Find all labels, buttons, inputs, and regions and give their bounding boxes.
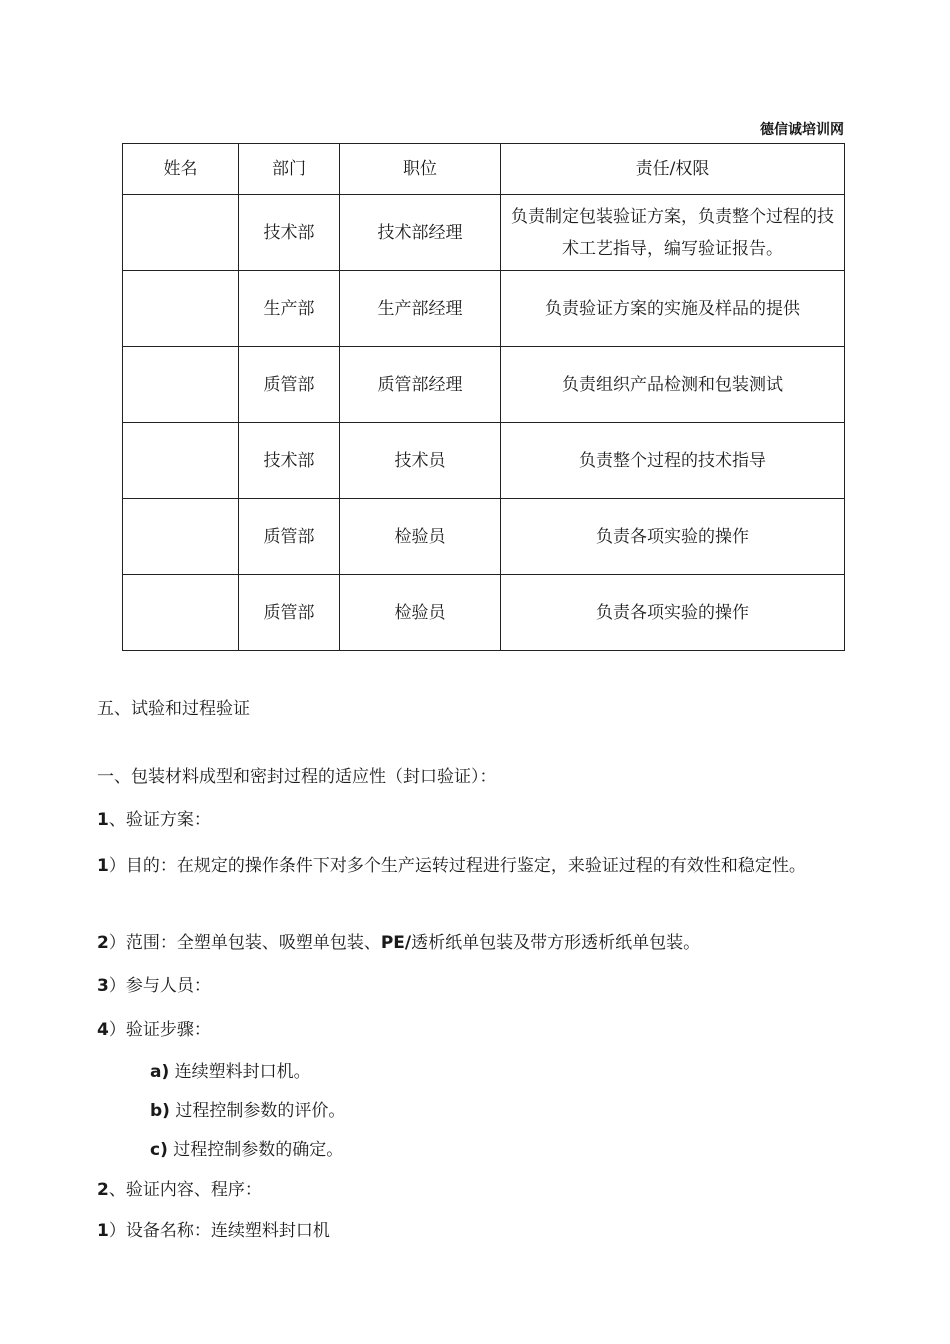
cell-duty: 负责各项实验的操作 <box>501 575 845 651</box>
paragraph-steps <box>97 1018 211 1042</box>
table-header-row <box>123 144 845 195</box>
item-number: 1 <box>97 810 109 830</box>
cell-duty: 负责组织产品检测和包装测试 <box>501 347 845 423</box>
table-row <box>123 499 845 575</box>
header-name: 姓名 <box>123 144 239 195</box>
step-label: a) <box>150 1062 170 1082</box>
item-text: 、验证方案： <box>108 810 211 830</box>
step-item <box>150 1099 345 1123</box>
step-label: c) <box>150 1140 168 1160</box>
cell-duty: 负责制定包装验证方案，负责整个过程的技术工艺指导，编写验证报告。 <box>501 195 845 271</box>
header-department: 部门 <box>239 144 340 195</box>
cell-department: 技术部 <box>239 195 340 271</box>
step-text: 过程控制参数的评价。 <box>175 1101 346 1121</box>
table-row <box>123 575 845 651</box>
responsibility-table <box>122 143 845 651</box>
cell-department: 质管部 <box>239 499 340 575</box>
cell-position: 生产部经理 <box>340 271 501 347</box>
cell-name <box>123 195 239 271</box>
table-row <box>123 347 845 423</box>
section-heading-1: 一、包装材料成型和密封过程的适应性（封口验证）： <box>97 767 497 787</box>
cell-department: 质管部 <box>239 347 340 423</box>
section-heading-5: 五、试验和过程验证 <box>97 699 250 719</box>
paragraph-participants <box>97 974 211 998</box>
step-item <box>150 1138 343 1162</box>
header-brand: 德信诚培训网 <box>760 122 844 138</box>
cell-duty: 负责验证方案的实施及样品的提供 <box>501 271 845 347</box>
cell-duty: 负责各项实验的操作 <box>501 499 845 575</box>
step-label: b) <box>150 1101 170 1121</box>
cell-duty: 负责整个过程的技术指导 <box>501 423 845 499</box>
item-number: 1 <box>97 856 109 876</box>
table-row <box>123 423 845 499</box>
step-item <box>150 1060 311 1084</box>
cell-position: 技术员 <box>340 423 501 499</box>
paragraph-equipment <box>97 1219 330 1243</box>
cell-name <box>123 499 239 575</box>
pe-label: PE/ <box>380 933 412 953</box>
item-number: 3 <box>97 976 109 996</box>
header-duty: 责任/权限 <box>501 144 845 195</box>
item-text: ）范围：全塑单包装、吸塑单包装、 <box>108 933 381 953</box>
item-number: 4 <box>97 1020 109 1040</box>
item-number: 2 <box>97 933 109 953</box>
step-text: 连续塑料封口机。 <box>174 1062 311 1082</box>
item-2-heading <box>97 1178 262 1202</box>
paragraph-scope <box>97 931 700 955</box>
item-text: 透析纸单包装及带方形透析纸单包装。 <box>411 933 701 953</box>
item-text: ）设备名称：连续塑料封口机 <box>108 1221 330 1241</box>
item-text: ）参与人员： <box>108 976 211 996</box>
header-position: 职位 <box>340 144 501 195</box>
cell-name <box>123 423 239 499</box>
item-number: 2 <box>97 1180 109 1200</box>
cell-name <box>123 271 239 347</box>
item-number: 1 <box>97 1221 109 1241</box>
paragraph-purpose <box>97 848 857 884</box>
cell-position: 技术部经理 <box>340 195 501 271</box>
cell-position: 检验员 <box>340 499 501 575</box>
item-text: 、验证内容、程序： <box>108 1180 262 1200</box>
cell-department: 质管部 <box>239 575 340 651</box>
item-text: ）验证步骤： <box>108 1020 211 1040</box>
item-text: ）目的：在规定的操作条件下对多个生产运转过程进行鉴定，来验证过程的有效性和稳定性。 <box>108 856 806 876</box>
cell-position: 质管部经理 <box>340 347 501 423</box>
cell-name <box>123 575 239 651</box>
table-row <box>123 195 845 271</box>
cell-position: 检验员 <box>340 575 501 651</box>
cell-department: 生产部 <box>239 271 340 347</box>
table-row <box>123 271 845 347</box>
cell-department: 技术部 <box>239 423 340 499</box>
item-1-heading <box>97 808 211 832</box>
step-text: 过程控制参数的确定。 <box>173 1140 344 1160</box>
cell-name <box>123 347 239 423</box>
